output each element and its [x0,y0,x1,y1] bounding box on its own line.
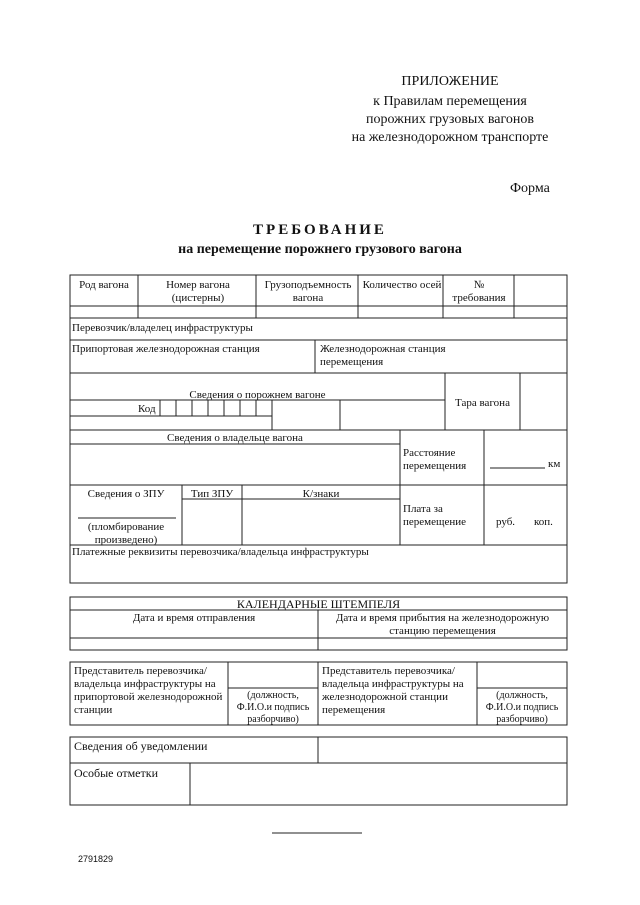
distance-label: Расстояние перемещения [403,447,467,472]
appendix-line-3: на железнодорожном транспорте [351,130,549,145]
special-notes-label: Особые отметки [74,766,158,780]
empty-wagon-info-label: Сведения о порожнем вагоне [189,389,326,401]
rep-port-label: Представитель перевозчика/ владельца инфраструктуры на припортовой железнодорожной станции [74,665,223,716]
rep-port-sign-note: (должность, Ф.И.О.и подпись разборчиво) [236,690,310,725]
col-wagon-type: Род вагона [79,279,129,291]
document-code: 2791829 [78,854,114,864]
col-request-number: № требования [452,279,506,304]
appendix-line-1: к Правилам перемещения [373,94,527,109]
col-axles: Количество осей [362,279,442,291]
document-title: ТРЕБОВАНИЕ [253,222,387,238]
kop-unit: коп. [534,516,553,528]
fee-label: Плата за перемещение [403,503,467,528]
destination-station-label: Железнодорожная станция перемещения [320,343,446,368]
owner-info-label: Сведения о владельце вагона [167,432,303,444]
col-capacity: Грузоподъемность вагона [264,279,352,304]
rub-unit: руб. [496,516,516,528]
payment-details-label: Платежные реквизиты перевозчика/владельца инфраструктуры [72,546,369,558]
appendix-line-2: порожних грузовых вагонов [366,112,534,127]
rep-destination-label: Представитель перевозчика/ владельца инфраструктуры на железнодорожной станции перемещения [322,665,464,716]
km-unit: км [548,458,561,470]
tare-label: Тара вагона [455,397,510,409]
appendix-heading: ПРИЛОЖЕНИЕ [401,74,499,89]
sealing-note: (пломбирование произведено) [87,521,165,546]
zpu-type-label: Тип ЗПУ [190,488,234,500]
notification-label: Сведения об уведомлении [74,739,208,753]
port-station-label: Припортовая железнодорожная станция [72,343,260,355]
departure-label: Дата и время отправления [132,612,256,624]
k-marks-label: К/знаки [302,488,340,500]
carrier-label: Перевозчик/владелец инфраструктуры [72,322,253,334]
stamps-title: КАЛЕНДАРНЫЕ ШТЕМПЕЛЯ [236,597,401,611]
code-label: Код [138,403,156,415]
document-subtitle: на перемещение порожнего грузового вагона [178,242,462,257]
zpu-info-label: Сведения о ЗПУ [87,488,165,500]
arrival-label: Дата и время прибытия на железнодорожную станцию перемещения [335,612,550,637]
form-label: Форма [510,181,550,196]
rep-destination-sign-note: (должность, Ф.И.О.и подпись разборчиво) [485,690,559,725]
col-wagon-number: Номер вагона (цистерны) [166,279,230,304]
